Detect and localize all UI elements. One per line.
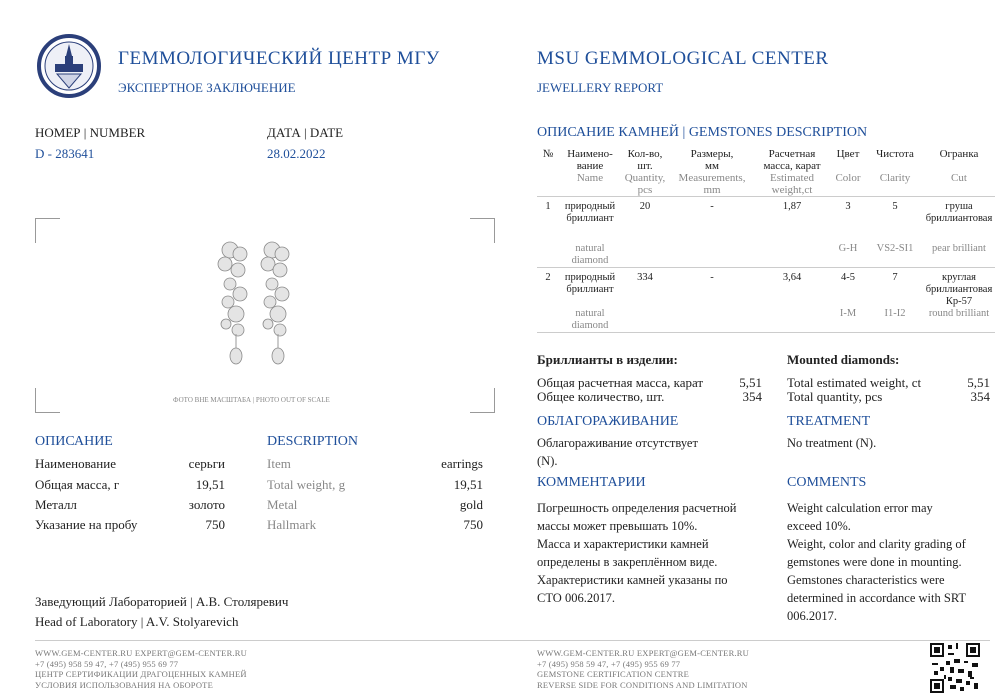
col-name: Наимено- вание — [567, 148, 613, 172]
footer-left: WWW.GEM-CENTER.RU EXPERT@GEM-CENTER.RU +7 (495) 958 59 47, +7 (495) 955 69 77 ЦЕНТР СЕРТИФИКАЦИИ ДРАГОЦЕННЫХ КАМНЕЙ УСЛОВИЯ ИСПОЛЬЗОВАНИЯ НА ОБОРОТЕ — [35, 648, 247, 690]
cell-no: 1 — [545, 201, 551, 212]
cell-cut-en: round brilliant — [928, 308, 990, 319]
col-weight-en: Estimated weight,ct — [770, 172, 814, 196]
treatment-text-en: No treatment (N). — [787, 436, 877, 450]
cell-weight: 1,87 — [782, 201, 802, 212]
desc-value: 750 — [205, 517, 225, 532]
col-no: № — [542, 148, 554, 160]
mounted-title-en: Mounted diamonds: — [787, 352, 900, 367]
mounted-weight-label: Общая расчетная масса, карат — [537, 375, 704, 390]
date-value: 28.02.2022 — [267, 146, 326, 161]
mounted-weight-value: 5,51 — [739, 375, 762, 390]
col-no-en — [537, 172, 559, 197]
gems-title: ОПИСАНИЕ КАМНЕЙ | GEMSTONES DESCRIPTION — [537, 125, 868, 140]
description-title-ru: ОПИСАНИЕ — [35, 434, 113, 449]
head-of-lab-ru: Заведующий Лабораторией | А.В. Столяревич — [35, 594, 289, 609]
desc-label: Item — [267, 456, 291, 471]
cell-name-en: natural diamond — [571, 308, 609, 331]
desc-label: Указание на пробу — [35, 517, 138, 532]
cell-qty-en — [621, 308, 669, 333]
col-clarity: Чистота — [876, 148, 914, 160]
desc-value: gold — [459, 497, 483, 512]
desc-value: 19,51 — [195, 477, 225, 492]
table-row — [537, 201, 995, 225]
cell-clarity: 7 — [892, 272, 898, 283]
mounted-qty-label: Общее количество, шт. — [537, 389, 665, 404]
desc-row-en — [267, 477, 483, 493]
mounted-qty-label: Total quantity, pcs — [787, 389, 883, 404]
desc-row-ru — [35, 477, 225, 493]
cell-color-en: G-H — [838, 243, 858, 254]
mounted-weight-label: Total estimated weight, ct — [787, 375, 922, 390]
cell-size-en — [669, 308, 755, 333]
msu-logo-icon — [37, 28, 101, 104]
desc-label: Общая масса, г — [35, 477, 120, 492]
cell-name: природный бриллиант — [564, 272, 616, 295]
mounted-qty-en — [787, 389, 990, 405]
desc-row-ru — [35, 456, 225, 472]
cell-weight: 3,64 — [782, 272, 802, 283]
cell-cut: груша бриллиантовая — [925, 201, 993, 224]
desc-value: золото — [188, 497, 225, 512]
desc-label: Hallmark — [267, 517, 317, 532]
cell-name-en: natural diamond — [571, 243, 609, 266]
treatment-title-en: TREATMENT — [787, 414, 871, 429]
cell-qty-en — [621, 243, 669, 268]
table-row-en — [537, 243, 995, 268]
footer-right: WWW.GEM-CENTER.RU EXPERT@GEM-CENTER.RU +7 (495) 958 59 47, +7 (495) 955 69 77 GEMSTONE CERTIFICATION CENTRE REVERSE SIDE FOR CONDITIONS AND LIMITATION — [537, 648, 749, 690]
cell-qty: 20 — [639, 201, 651, 212]
table-spacer — [537, 225, 995, 243]
col-name-en: Name — [576, 172, 604, 184]
desc-row-en — [267, 456, 483, 472]
cell-no: 2 — [545, 272, 551, 283]
comments-title-en: COMMENTS — [787, 475, 867, 490]
table-row-en — [537, 308, 995, 333]
comments-text-ru: Погрешность определения расчетной массы может превышать 10%. Масса и характеристики камней определены в закреплённом виде. Характеристики камней указаны по СТО 006.2017. — [537, 501, 737, 605]
col-qty-en: Quantity, pcs — [624, 172, 666, 196]
subtitle-en: JEWELLERY REPORT — [537, 80, 664, 95]
mounted-qty-value: 354 — [970, 389, 990, 404]
desc-row-ru — [35, 517, 225, 533]
number-value: D - 283641 — [35, 146, 95, 161]
frame-corner — [470, 218, 495, 243]
gems-table — [537, 148, 995, 333]
desc-row-ru — [35, 497, 225, 513]
col-cut-en: Cut — [951, 172, 967, 184]
cell-size: - — [710, 272, 714, 283]
cell-no-en — [537, 308, 559, 333]
frame-corner — [35, 388, 60, 413]
desc-row-en — [267, 497, 483, 513]
mounted-title-ru: Бриллианты в изделии: — [537, 352, 678, 367]
desc-value: 750 — [463, 517, 483, 532]
photo-caption: ФОТО ВНЕ МАСШТАБА | PHOTO OUT OF SCALE — [173, 396, 330, 404]
treatment-text-ru: Облагораживание отсутствует (N). — [537, 436, 698, 468]
subtitle-ru: ЭКСПЕРТНОЕ ЗАКЛЮЧЕНИЕ — [118, 80, 296, 95]
desc-label: Total weight, g — [267, 477, 346, 492]
cell-cut-en: pear brilliant — [932, 243, 986, 254]
col-color-en: Color — [835, 172, 861, 184]
cell-name: природный бриллиант — [564, 201, 616, 224]
frame-corner — [470, 388, 495, 413]
comments-title-ru: КОММЕНТАРИИ — [537, 475, 646, 490]
desc-value: серьги — [188, 456, 225, 471]
desc-row-en — [267, 517, 483, 533]
col-qty: Кол-во, шт. — [627, 148, 663, 172]
cell-color: 4-5 — [841, 272, 855, 283]
gems-header-en — [537, 172, 995, 197]
mounted-qty-value: 354 — [742, 389, 762, 404]
cell-weight-en — [755, 243, 829, 268]
desc-label: Наименование — [35, 456, 116, 471]
col-size-en: Measurements, mm — [678, 172, 746, 196]
col-color: Цвет — [836, 148, 860, 160]
col-weight: Расчетная масса, карат — [763, 148, 821, 172]
footer-divider — [35, 640, 990, 641]
cell-color: 3 — [845, 201, 851, 212]
cell-cut: круглая бриллиантовая Кр-57 — [925, 272, 993, 307]
title-en: MSU GEMMOLOGICAL CENTER — [537, 48, 829, 69]
cell-clarity-en: I1-I2 — [884, 308, 906, 319]
cell-size: - — [710, 201, 714, 212]
earrings-photo — [210, 238, 300, 368]
desc-label: Металл — [35, 497, 77, 512]
cell-clarity: 5 — [892, 201, 898, 212]
col-size: Размеры, мм — [690, 148, 734, 172]
cell-color-en: I-M — [839, 308, 857, 319]
number-label: НОМЕР | NUMBER — [35, 125, 146, 140]
table-divider — [537, 333, 995, 334]
desc-value: 19,51 — [453, 477, 483, 492]
desc-value: earrings — [441, 456, 483, 471]
qr-code-icon — [930, 643, 980, 693]
desc-label: Metal — [267, 497, 298, 512]
title-ru: ГЕММОЛОГИЧЕСКИЙ ЦЕНТР МГУ — [118, 48, 440, 69]
cell-clarity-en: VS2-SI1 — [876, 243, 914, 254]
table-row — [537, 272, 995, 308]
frame-corner — [35, 218, 60, 243]
cell-qty: 334 — [637, 272, 653, 283]
description-title-en: DESCRIPTION — [267, 434, 359, 449]
comments-text-en: Weight calculation error may exceed 10%. Weight, color and clarity grading of gemstones were done in mounting. Gemstones characteristics were determined in accordance with SRT 006.2017. — [787, 501, 967, 623]
treatment-title-ru: ОБЛАГОРАЖИВАНИЕ — [537, 414, 679, 429]
cell-size-en — [669, 243, 755, 268]
date-label: ДАТА | DATE — [267, 125, 344, 140]
mounted-qty-ru — [537, 389, 762, 405]
col-clarity-en: Clarity — [879, 172, 911, 184]
head-of-lab-en: Head of Laboratory | A.V. Stolyarevich — [35, 614, 239, 629]
gems-header-ru — [537, 148, 995, 172]
mounted-weight-value: 5,51 — [967, 375, 990, 390]
cell-no-en — [537, 243, 559, 268]
col-cut: Огранка — [939, 148, 979, 160]
cell-weight-en — [755, 308, 829, 333]
